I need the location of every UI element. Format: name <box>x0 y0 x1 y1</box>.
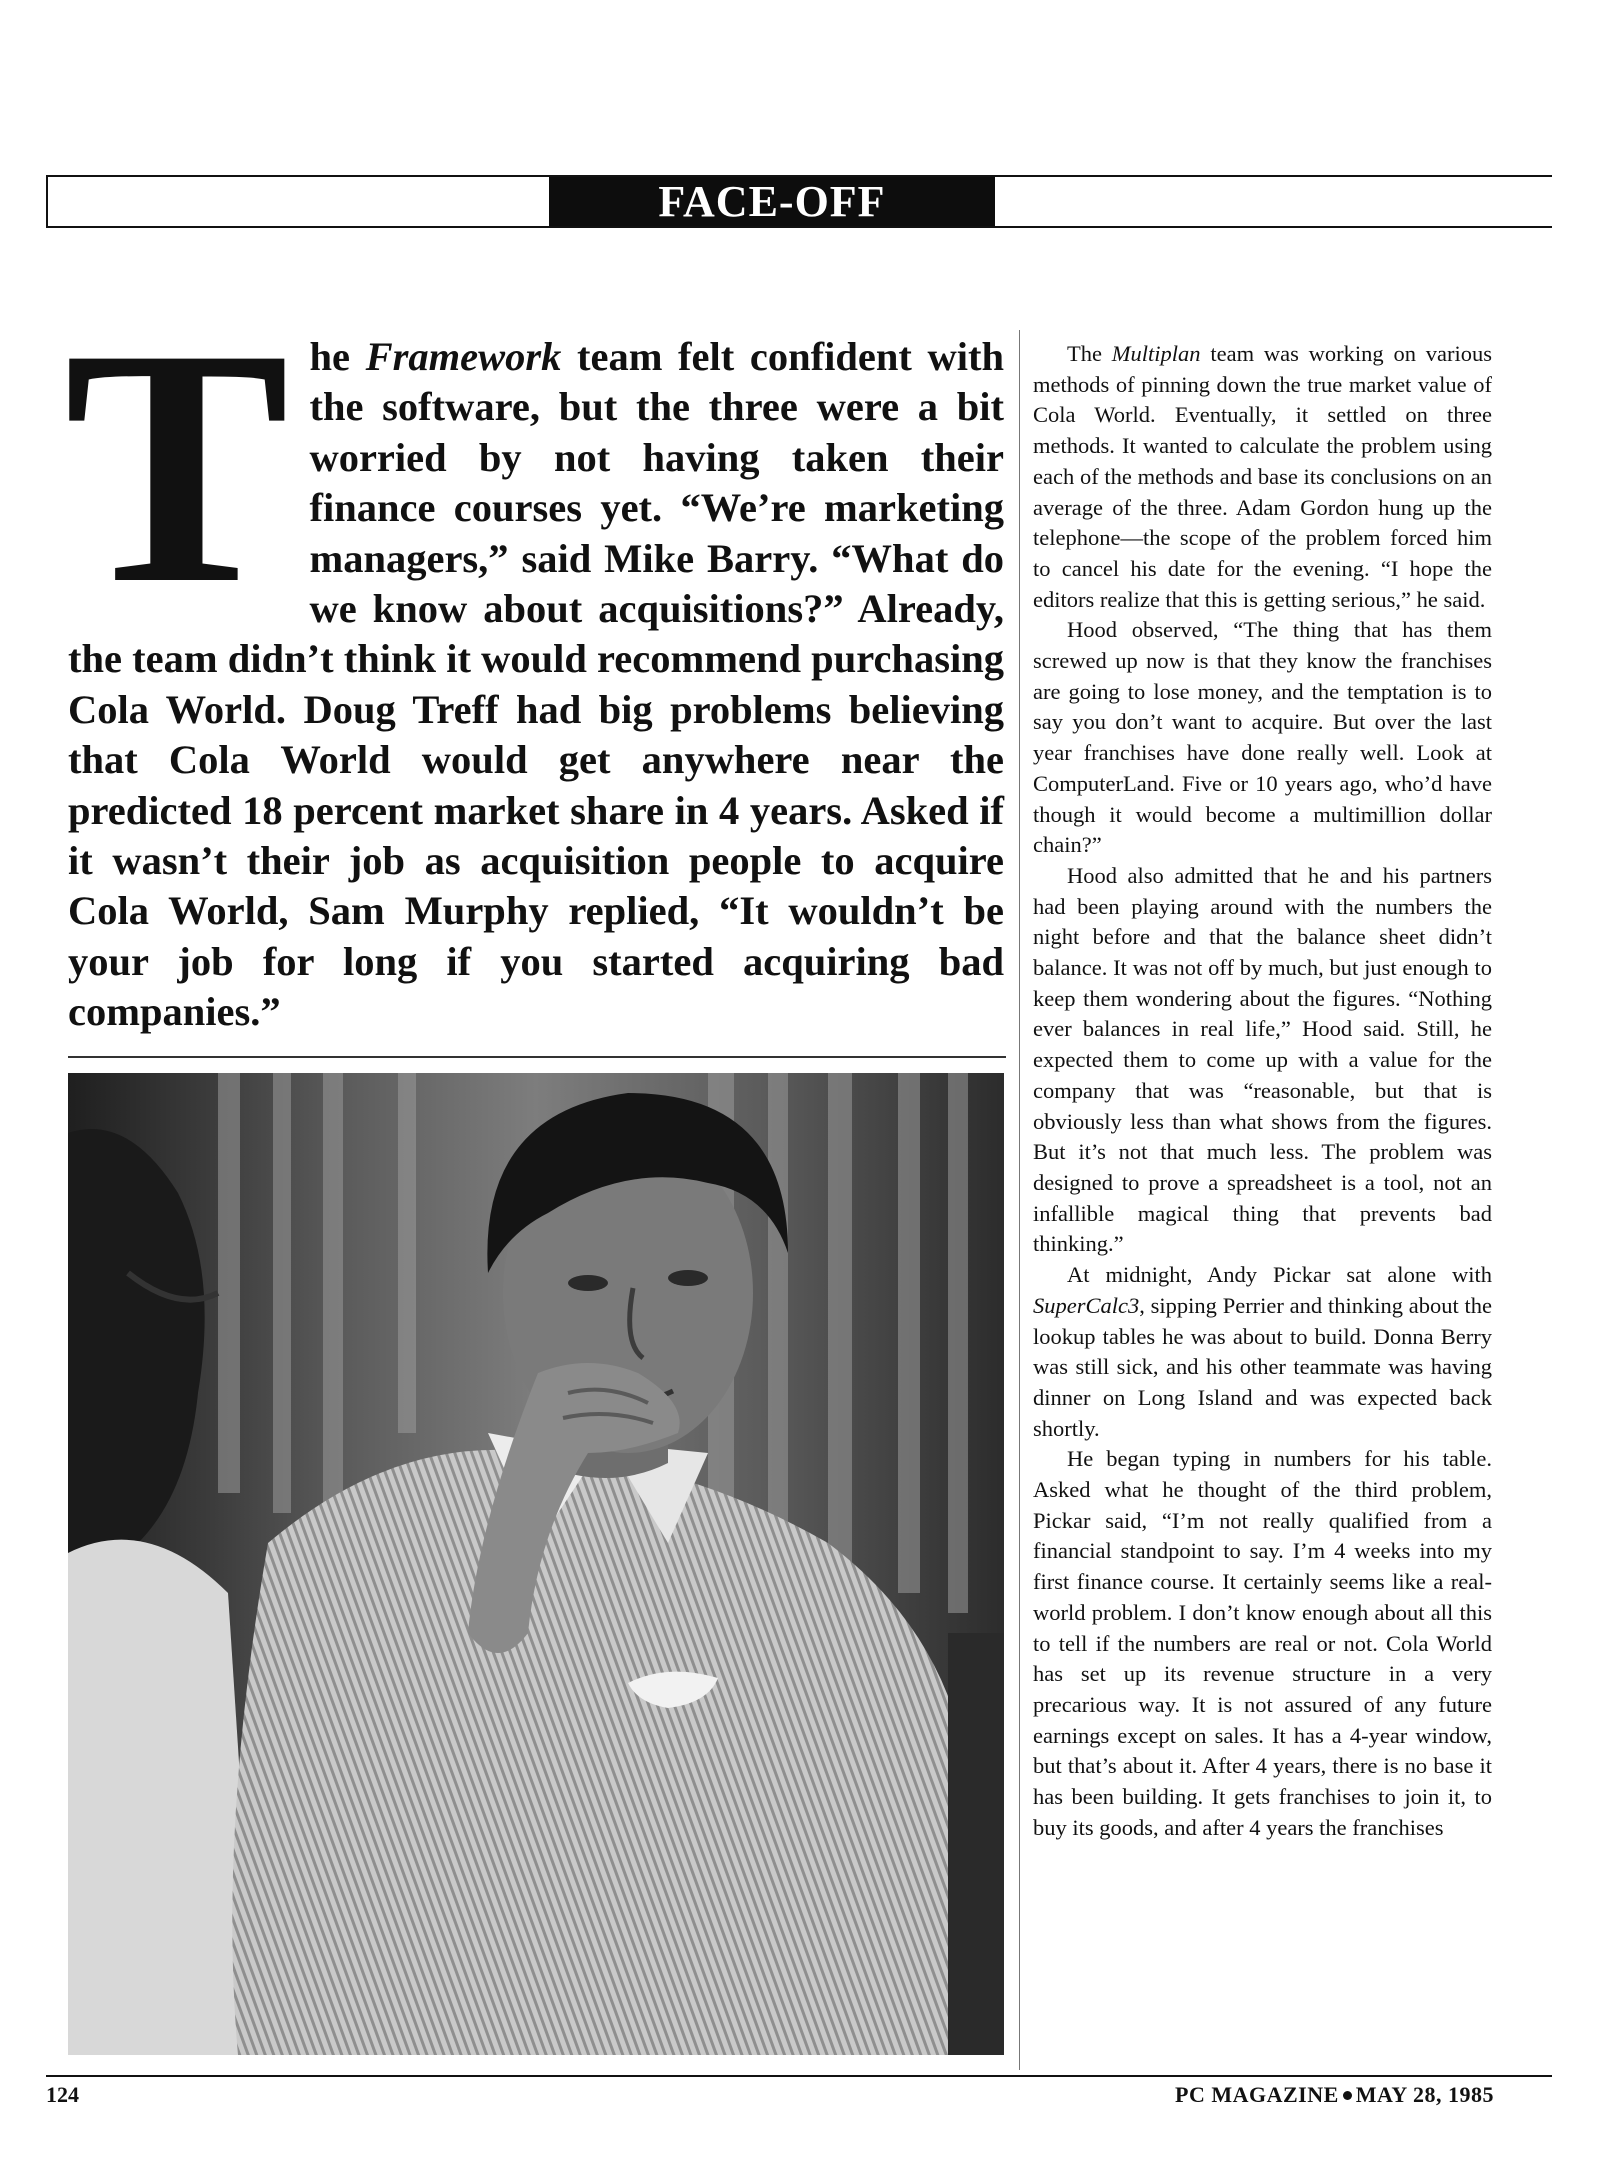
running-footer <box>1175 2082 1494 2108</box>
lead-text-body: team felt confident with the software, but the three were a bit worried by not having taken their finance courses yet. “We’re marketing managers,” said Mike Barry. “What do we know about acquisitions?” Already, the team didn’t think it would recommend purchasing Cola World. Doug Treff had big problems believing that Cola World would get anywhere near the predicted 18 percent market share in 4 years. Asked if it wasn’t their job as acquisition people to acquire Cola World, Sam Murphy replied, “It wouldn’t be your job for long if you started acquiring bad companies.” <box>68 334 1004 1035</box>
paragraph-text: The <box>1067 341 1112 366</box>
page-number: 124 <box>46 2082 79 2107</box>
paragraph-text: At midnight, Andy Pickar sat alone with <box>1067 1262 1492 1288</box>
paragraph-italic: SuperCalc3 <box>1033 1292 1140 1318</box>
header-rule-bottom <box>46 226 1552 228</box>
lead-text-start: he <box>309 334 366 379</box>
header-rule-left <box>46 175 48 228</box>
article-photo <box>68 1073 1004 2055</box>
paragraph-italic: Multiplan <box>1111 341 1201 366</box>
column-paragraph <box>1033 1260 1492 1444</box>
footer-rule <box>46 2075 1552 2077</box>
section-label: FACE-OFF <box>549 177 995 226</box>
drop-cap: T <box>64 280 290 654</box>
lead-paragraph <box>64 280 1004 1038</box>
issue-date: MAY 28, 1985 <box>1355 2082 1494 2107</box>
magazine-name: PC MAGAZINE <box>1175 2082 1339 2107</box>
column-paragraph: Hood observed, “The thing that has them screwed up now is that they know the franchises are going to lose money, and the temptation is to say you don’t want to acquire. But over the last year franchises have done really well. Look at ComputerLand. Five or 10 years ago, who’d have though it would become a multimillion dollar chain?” <box>1033 617 1492 858</box>
column-paragraph <box>1033 339 1492 615</box>
lead-italic-product: Framework <box>365 334 562 379</box>
article-column <box>1033 339 1492 1843</box>
bullet-icon <box>1343 2091 1352 2100</box>
paragraph-text: team was working on various methods of pinning down the true market value of Cola World. Eventually, it settled on three methods. It wanted to calculate the problem using each of the methods and base its conclusions on an average of the three. Adam Gordon hung up the telephone—the scope of the problem forced him to cancel his date for the evening. “I hope the editors realize that this is getting serious,” he said. <box>1033 341 1493 612</box>
lead-rule <box>68 1056 1006 1058</box>
paragraph-text: , sipping Perrier and thinking about the lookup tables he was about to build. Donna Berry was still sick, and his other teammate was having dinner on Long Island and was expected back shortly. <box>1033 1292 1492 1441</box>
column-paragraph: Hood also admitted that he and his partners had been playing around with the numbers the night before and that the balance sheet didn’t balance. It was not off by much, but just enough to keep them wondering about the figures. “Nothing ever balances in real life,” Hood said. Still, he expected them to come up with a value for the company that was “reasonable, but that is obviously less than what shows from the figures. But it’s not that much less. The problem was designed to prove a spreadsheet is a tool, not an infallible magical thing that prevents bad thinking.” <box>1033 862 1492 1257</box>
photo-man-hand-on-chin-icon <box>68 1073 1004 2055</box>
column-divider <box>1019 330 1020 2070</box>
column-paragraph: He began typing in numbers for his table. Asked what he thought of the third problem, Pickar said, “I’m not really qualified from a financial standpoint to say. I’m 4 weeks into my first finance course. It certainly seems like a real-world problem. I don’t know enough about all this to tell if the numbers are real or not. Cola World has set up its revenue structure in a very precarious way. It is not assured of any future earnings except on sales. It has a 4-year window, but that’s about it. After 4 years, there is no base it has been building. It gets franchises to join it, to buy its goods, and after 4 years the franchises <box>1033 1446 1492 1840</box>
